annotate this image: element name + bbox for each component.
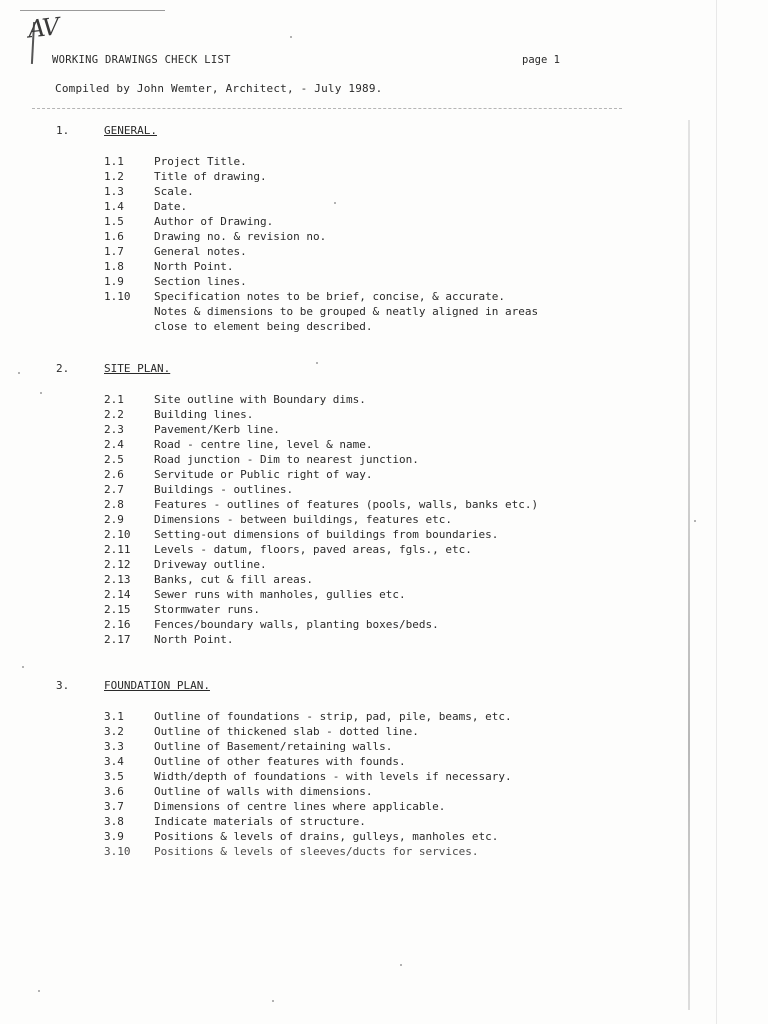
item-number: 3.10: [104, 845, 131, 858]
list-item: [104, 154, 674, 169]
list-item: [104, 739, 674, 754]
scan-edge-line-outer: [716, 0, 717, 1024]
item-text: General notes.: [154, 245, 247, 258]
dashed-divider: [32, 108, 622, 109]
list-item: [104, 814, 674, 829]
list-item: [104, 542, 674, 557]
list-item: [104, 709, 674, 724]
top-rule: [20, 10, 165, 11]
item-number: 2.1: [104, 393, 124, 406]
item-text: North Point.: [154, 260, 234, 273]
item-number: 2.6: [104, 468, 124, 481]
list-item: [104, 184, 674, 199]
item-text: Outline of other features with founds.: [154, 755, 406, 768]
item-text: Project Title.: [154, 155, 247, 168]
item-text: Road - centre line, level & name.: [154, 438, 373, 451]
item-number: 2.12: [104, 558, 131, 571]
handwritten-initials: AV: [26, 12, 59, 44]
section-title: GENERAL.: [104, 124, 157, 137]
item-text: Setting-out dimensions of buildings from boundaries.: [154, 528, 499, 541]
section-items: [104, 392, 674, 647]
list-item: [104, 244, 674, 259]
item-text: Outline of thickened slab - dotted line.: [154, 725, 419, 738]
list-item: [104, 587, 674, 602]
item-text: North Point.: [154, 633, 234, 646]
item-number: 1.7: [104, 245, 124, 258]
item-number: 2.2: [104, 408, 124, 421]
item-number: 2.7: [104, 483, 124, 496]
list-item: [104, 289, 674, 304]
section-number: 3.: [56, 679, 70, 692]
item-number: 2.8: [104, 498, 124, 511]
item-number: 2.14: [104, 588, 131, 601]
section-items: [104, 709, 674, 859]
item-number: 3.1: [104, 710, 124, 723]
item-text: Dimensions - between buildings, features etc.: [154, 513, 453, 526]
item-text: Building lines.: [154, 408, 254, 421]
item-number: 1.9: [104, 275, 124, 288]
item-number: 3.4: [104, 755, 124, 768]
list-item: [104, 724, 674, 739]
item-text: Specification notes to be brief, concise, & accurate.: [154, 290, 505, 303]
item-number: 3.2: [104, 725, 124, 738]
section-items: [104, 154, 674, 334]
list-item: [104, 617, 674, 632]
compiled-by-line: Compiled by John Wemter, Architect, - July 1989.: [55, 82, 383, 95]
list-item: [104, 274, 674, 289]
item-number: 3.6: [104, 785, 124, 798]
item-number: 2.10: [104, 528, 131, 541]
item-number: 3.7: [104, 800, 124, 813]
item-number: 1.6: [104, 230, 124, 243]
item-number: 3.8: [104, 815, 124, 828]
item-text: Outline of Basement/retaining walls.: [154, 740, 393, 753]
item-number: 2.16: [104, 618, 131, 631]
list-item: [104, 482, 674, 497]
list-item: [104, 407, 674, 422]
item-text: Dimensions of centre lines where applicable.: [154, 800, 446, 813]
item-number: 1.8: [104, 260, 124, 273]
list-item: [104, 259, 674, 274]
item-text: Stormwater runs.: [154, 603, 260, 616]
list-item: [104, 229, 674, 244]
item-continuation: Notes & dimensions to be grouped & neatly aligned in areas: [154, 305, 539, 318]
item-number: 1.1: [104, 155, 124, 168]
list-item: [104, 754, 674, 769]
list-item: [104, 844, 674, 859]
scan-edge-line: [688, 120, 690, 1010]
list-item: [104, 452, 674, 467]
item-number: 2.4: [104, 438, 124, 451]
list-item: [104, 632, 674, 647]
item-number: 1.10: [104, 290, 131, 303]
list-item: [104, 169, 674, 184]
item-text: Banks, cut & fill areas.: [154, 573, 313, 586]
item-text: Road junction - Dim to nearest junction.: [154, 453, 419, 466]
item-text: Positions & levels of sleeves/ducts for services.: [154, 845, 479, 858]
list-item: [104, 784, 674, 799]
list-item: [104, 214, 674, 229]
item-text: Sewer runs with manholes, gullies etc.: [154, 588, 406, 601]
list-item: [104, 422, 674, 437]
list-item: [104, 392, 674, 407]
list-item: [104, 527, 674, 542]
item-text: Site outline with Boundary dims.: [154, 393, 366, 406]
item-text: Scale.: [154, 185, 194, 198]
list-item: [104, 512, 674, 527]
item-number: 2.17: [104, 633, 131, 646]
item-text: Fences/boundary walls, planting boxes/beds.: [154, 618, 439, 631]
list-item: [104, 557, 674, 572]
item-number: 1.4: [104, 200, 124, 213]
item-text: Title of drawing.: [154, 170, 267, 183]
item-text: Servitude or Public right of way.: [154, 468, 373, 481]
item-number: 2.11: [104, 543, 131, 556]
item-number: 3.3: [104, 740, 124, 753]
item-text: Outline of foundations - strip, pad, pile, beams, etc.: [154, 710, 512, 723]
item-text: Drawing no. & revision no.: [154, 230, 327, 243]
item-text: Features - outlines of features (pools, walls, banks etc.): [154, 498, 539, 511]
list-item: [104, 799, 674, 814]
item-number: 2.9: [104, 513, 124, 526]
list-item: [104, 572, 674, 587]
item-text: Indicate materials of structure.: [154, 815, 366, 828]
section-number: 2.: [56, 362, 70, 375]
item-number: 2.13: [104, 573, 131, 586]
section-number: 1.: [56, 124, 70, 137]
item-number: 1.3: [104, 185, 124, 198]
section-title: FOUNDATION PLAN.: [104, 679, 210, 692]
page-number: page 1: [522, 54, 560, 66]
item-text: Author of Drawing.: [154, 215, 274, 228]
item-text: Date.: [154, 200, 188, 213]
list-item: [104, 602, 674, 617]
document-title: WORKING DRAWINGS CHECK LIST: [52, 54, 231, 66]
list-item: [104, 437, 674, 452]
item-continuation: close to element being described.: [154, 320, 373, 333]
item-text: Pavement/Kerb line.: [154, 423, 280, 436]
list-item: [104, 769, 674, 784]
list-item: [104, 199, 674, 214]
item-number: 2.3: [104, 423, 124, 436]
item-text: Outline of walls with dimensions.: [154, 785, 373, 798]
list-item: [104, 467, 674, 482]
item-text: Buildings - outlines.: [154, 483, 294, 496]
item-text: Section lines.: [154, 275, 247, 288]
item-number: 1.5: [104, 215, 124, 228]
item-number: 2.5: [104, 453, 124, 466]
item-text: Driveway outline.: [154, 558, 267, 571]
item-text: Levels - datum, floors, paved areas, fgls., etc.: [154, 543, 472, 556]
item-number: 1.2: [104, 170, 124, 183]
item-number: 3.5: [104, 770, 124, 783]
item-text: Positions & levels of drains, gulleys, manholes etc.: [154, 830, 499, 843]
item-number: 3.9: [104, 830, 124, 843]
list-item: [104, 497, 674, 512]
item-text: Width/depth of foundations - with levels if necessary.: [154, 770, 512, 783]
section-title: SITE PLAN.: [104, 362, 171, 375]
item-number: 2.15: [104, 603, 131, 616]
list-item: [104, 829, 674, 844]
